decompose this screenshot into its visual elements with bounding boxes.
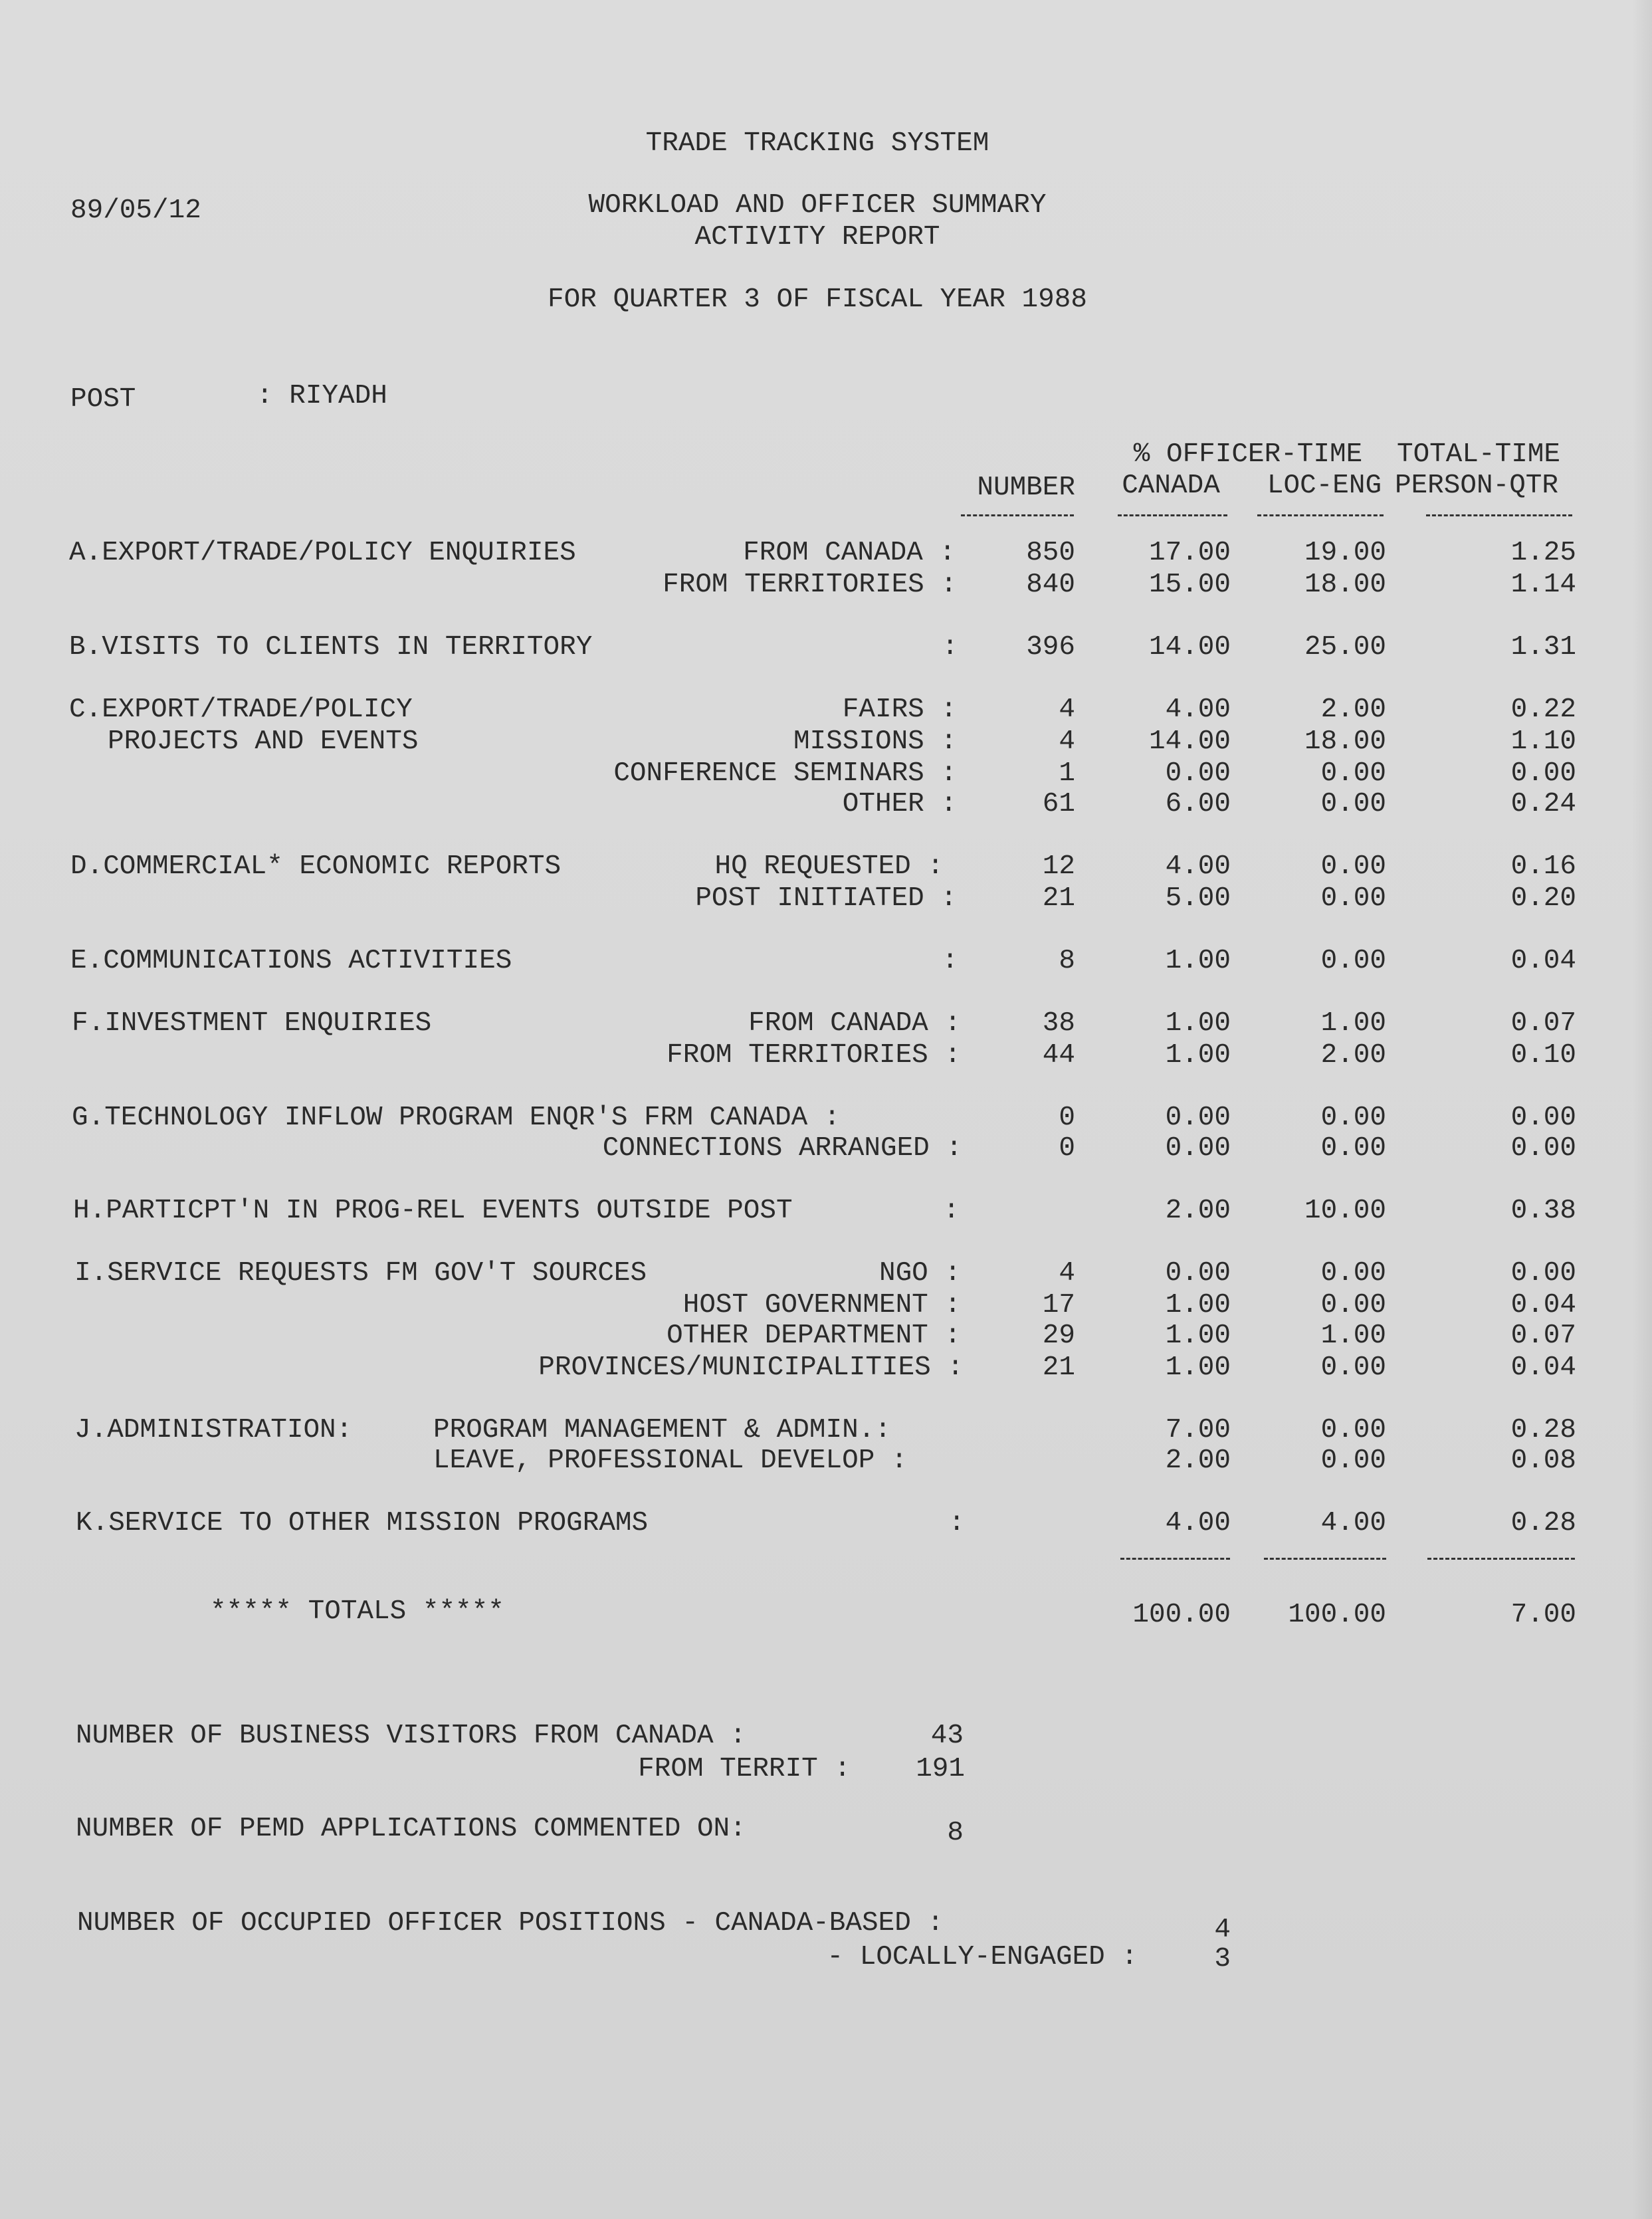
row-subcategory: FROM CANADA : xyxy=(748,1008,961,1039)
totals-canada: 100.00 xyxy=(1132,1600,1231,1630)
row-number: 1 xyxy=(1059,758,1075,789)
row-category: K.SERVICE TO OTHER MISSION PROGRAMS xyxy=(76,1508,649,1538)
row-number: 38 xyxy=(1042,1008,1075,1039)
row-subcategory: MISSIONS : xyxy=(793,726,957,757)
row-number: 21 xyxy=(1042,1352,1075,1383)
row-pct-loc-eng: 1.00 xyxy=(1320,1008,1386,1039)
row-person-qtr: 1.14 xyxy=(1510,570,1576,600)
row-subcategory: HOST GOVERNMENT : xyxy=(682,1290,961,1321)
row-person-qtr: 0.10 xyxy=(1510,1040,1576,1071)
report-period: FOR QUARTER 3 OF FISCAL YEAR 1988 xyxy=(548,284,1087,315)
row-pct-canada: 4.00 xyxy=(1165,694,1231,725)
row-number: 396 xyxy=(1026,632,1075,663)
row-pct-canada: 1.00 xyxy=(1165,1352,1231,1383)
row-pct-canada: 15.00 xyxy=(1148,570,1231,600)
row-pct-canada: 2.00 xyxy=(1165,1196,1231,1226)
row-pct-loc-eng: 0.00 xyxy=(1320,1290,1386,1321)
row-subcategory: OTHER : xyxy=(842,789,957,819)
row-pct-loc-eng: 2.00 xyxy=(1320,1040,1386,1071)
row-pct-canada: 14.00 xyxy=(1148,632,1231,663)
row-person-qtr: 0.00 xyxy=(1510,1133,1576,1164)
totals-rule-canada xyxy=(1120,1558,1230,1560)
row-person-qtr: 0.28 xyxy=(1510,1415,1576,1445)
row-pct-loc-eng: 0.00 xyxy=(1320,1258,1386,1289)
row-subcategory: PROVINCES/MUNICIPALITIES : xyxy=(538,1352,964,1383)
row-subcategory: HQ REQUESTED : xyxy=(714,851,944,882)
row-number: 12 xyxy=(1042,851,1075,882)
row-number: 0 xyxy=(1059,1103,1075,1133)
row-subcategory: NGO : xyxy=(878,1258,961,1289)
row-number: 8 xyxy=(1059,946,1075,976)
row-category: J.ADMINISTRATION: xyxy=(74,1415,353,1445)
row-person-qtr: 0.07 xyxy=(1510,1321,1576,1351)
row-number: 17 xyxy=(1042,1290,1075,1321)
row-subcategory: FROM CANADA : xyxy=(743,538,956,568)
pemd-label: NUMBER OF PEMD APPLICATIONS COMMENTED ON: xyxy=(76,1814,746,1844)
col-header-number: NUMBER xyxy=(977,473,1075,503)
row-category: G.TECHNOLOGY INFLOW PROGRAM ENQR'S FRM CANADA : xyxy=(72,1103,841,1133)
totals-person-qtr: 7.00 xyxy=(1510,1600,1576,1630)
row-person-qtr: 0.08 xyxy=(1510,1445,1576,1476)
row-pct-canada: 6.00 xyxy=(1165,789,1231,819)
row-person-qtr: 0.38 xyxy=(1510,1196,1576,1226)
row-person-qtr: 0.04 xyxy=(1510,1290,1576,1321)
row-subcategory: : xyxy=(942,632,958,663)
positions-loc-label: - LOCALLY-ENGAGED : xyxy=(827,1942,1138,1972)
row-person-qtr: 1.10 xyxy=(1510,726,1576,757)
row-person-qtr: 0.07 xyxy=(1510,1008,1576,1039)
row-number: 44 xyxy=(1042,1040,1075,1071)
row-category: I.SERVICE REQUESTS FM GOV'T SOURCES xyxy=(74,1258,647,1289)
row-pct-loc-eng: 25.00 xyxy=(1304,632,1386,663)
row-person-qtr: 0.00 xyxy=(1510,758,1576,789)
col-header-pct-officer-time: % OFFICER-TIME xyxy=(1133,439,1363,470)
row-pct-canada: 1.00 xyxy=(1165,1040,1231,1071)
row-pct-canada: 4.00 xyxy=(1165,1508,1231,1538)
row-person-qtr: 0.04 xyxy=(1510,946,1576,976)
col-header-person-qtr: PERSON-QTR xyxy=(1394,471,1559,501)
system-title: TRADE TRACKING SYSTEM xyxy=(645,128,989,159)
visitors-label: NUMBER OF BUSINESS VISITORS FROM CANADA : xyxy=(76,1721,746,1751)
row-person-qtr: 0.00 xyxy=(1510,1103,1576,1133)
row-number: 0 xyxy=(1059,1133,1075,1164)
report-date: 89/05/12 xyxy=(70,195,201,226)
row-pct-loc-eng: 10.00 xyxy=(1304,1196,1386,1226)
row-number: 4 xyxy=(1059,694,1075,725)
row-pct-canada: 4.00 xyxy=(1165,851,1231,882)
visitors-territ-value: 191 xyxy=(916,1754,965,1784)
row-pct-canada: 0.00 xyxy=(1165,1133,1231,1164)
row-category: F.INVESTMENT ENQUIRIES xyxy=(72,1008,432,1039)
header-rule-loc-eng xyxy=(1257,514,1384,516)
row-pct-loc-eng: 2.00 xyxy=(1320,694,1386,725)
header-rule-number xyxy=(961,514,1074,516)
row-subcategory: FROM TERRITORIES : xyxy=(667,1040,961,1071)
row-number: 61 xyxy=(1042,789,1075,819)
row-category: C.EXPORT/TRADE/POLICY xyxy=(69,694,413,725)
post-value: : RIYADH xyxy=(257,381,387,411)
row-category: B.VISITS TO CLIENTS IN TERRITORY xyxy=(69,632,593,663)
row-category: D.COMMERCIAL* ECONOMIC REPORTS xyxy=(70,851,562,882)
row-number: 840 xyxy=(1026,570,1075,600)
row-pct-canada: 7.00 xyxy=(1165,1415,1231,1445)
row-subcategory: CONFERENCE SEMINARS : xyxy=(613,758,957,789)
row-pct-loc-eng: 0.00 xyxy=(1320,789,1386,819)
row-subcategory: : xyxy=(942,946,958,976)
row-person-qtr: 1.31 xyxy=(1510,632,1576,663)
row-subcategory: LEAVE, PROFESSIONAL DEVELOP : xyxy=(433,1445,908,1476)
row-category: H.PARTICPT'N IN PROG-REL EVENTS OUTSIDE POST xyxy=(73,1196,793,1226)
totals-loc-eng: 100.00 xyxy=(1288,1600,1386,1630)
row-subcategory: CONNECTIONS ARRANGED : xyxy=(602,1133,962,1164)
row-pct-canada: 0.00 xyxy=(1165,758,1231,789)
row-pct-canada: 1.00 xyxy=(1165,1321,1231,1351)
row-person-qtr: 0.20 xyxy=(1510,883,1576,914)
row-subcategory: : xyxy=(948,1508,965,1538)
row-pct-canada: 1.00 xyxy=(1165,946,1231,976)
visitors-canada-value: 43 xyxy=(930,1721,964,1751)
row-subcategory: : xyxy=(943,1196,960,1226)
row-person-qtr: 0.16 xyxy=(1510,851,1576,882)
row-number: 4 xyxy=(1059,726,1075,757)
row-pct-loc-eng: 0.00 xyxy=(1320,1445,1386,1476)
row-subcategory: OTHER DEPARTMENT : xyxy=(667,1321,961,1351)
pemd-value: 8 xyxy=(947,1818,964,1848)
row-person-qtr: 0.24 xyxy=(1510,789,1576,819)
post-label: POST xyxy=(70,384,136,415)
report-title: WORKLOAD AND OFFICER SUMMARY xyxy=(588,190,1047,221)
row-pct-loc-eng: 0.00 xyxy=(1320,1352,1386,1383)
row-person-qtr: 0.22 xyxy=(1510,694,1576,725)
row-pct-loc-eng: 0.00 xyxy=(1320,1415,1386,1445)
row-category: E.COMMUNICATIONS ACTIVITIES xyxy=(70,946,512,976)
totals-label: ***** TOTALS ***** xyxy=(210,1596,504,1627)
header-rule-canada xyxy=(1118,514,1227,516)
row-subcategory: FAIRS : xyxy=(842,694,957,725)
col-header-loc-eng: LOC-ENG xyxy=(1267,471,1382,501)
row-pct-canada: 14.00 xyxy=(1148,726,1231,757)
row-number: 4 xyxy=(1059,1258,1075,1289)
row-pct-loc-eng: 4.00 xyxy=(1320,1508,1386,1538)
row-pct-canada: 2.00 xyxy=(1165,1445,1231,1476)
row-number: 21 xyxy=(1042,883,1075,914)
totals-rule-person-qtr xyxy=(1427,1558,1575,1560)
row-person-qtr: 0.00 xyxy=(1510,1258,1576,1289)
row-pct-loc-eng: 0.00 xyxy=(1320,1103,1386,1133)
row-pct-canada: 0.00 xyxy=(1165,1258,1231,1289)
row-person-qtr: 0.04 xyxy=(1510,1352,1576,1383)
row-pct-loc-eng: 0.00 xyxy=(1320,851,1386,882)
row-pct-canada: 1.00 xyxy=(1165,1008,1231,1039)
row-subcategory: FROM TERRITORIES : xyxy=(663,570,957,600)
row-category: A.EXPORT/TRADE/POLICY ENQUIRIES xyxy=(69,538,576,568)
report-subtitle: ACTIVITY REPORT xyxy=(694,222,940,253)
row-pct-loc-eng: 18.00 xyxy=(1304,726,1386,757)
row-pct-loc-eng: 0.00 xyxy=(1320,1133,1386,1164)
col-header-total-time: TOTAL-TIME xyxy=(1396,439,1561,470)
row-person-qtr: 1.25 xyxy=(1510,538,1576,568)
row-pct-loc-eng: 0.00 xyxy=(1320,946,1386,976)
positions-canada-value: 4 xyxy=(1214,1915,1231,1945)
row-pct-loc-eng: 0.00 xyxy=(1320,758,1386,789)
row-number: 850 xyxy=(1026,538,1075,568)
row-pct-loc-eng: 18.00 xyxy=(1304,570,1386,600)
totals-rule-loc-eng xyxy=(1264,1558,1386,1560)
row-pct-canada: 1.00 xyxy=(1165,1290,1231,1321)
row-number: 29 xyxy=(1042,1321,1075,1351)
positions-loc-value: 3 xyxy=(1214,1944,1231,1974)
scan-edge-shadow xyxy=(1632,0,1652,2219)
row-pct-loc-eng: 1.00 xyxy=(1320,1321,1386,1351)
row-pct-canada: 17.00 xyxy=(1148,538,1231,568)
row-person-qtr: 0.28 xyxy=(1510,1508,1576,1538)
row-category: PROJECTS AND EVENTS xyxy=(108,726,419,757)
positions-label: NUMBER OF OCCUPIED OFFICER POSITIONS - CANADA-BASED : xyxy=(77,1908,944,1939)
header-rule-person-qtr xyxy=(1426,514,1572,516)
row-pct-canada: 0.00 xyxy=(1165,1103,1231,1133)
row-pct-canada: 5.00 xyxy=(1165,883,1231,914)
col-header-canada: CANADA xyxy=(1122,471,1220,501)
row-subcategory: PROGRAM MANAGEMENT & ADMIN.: xyxy=(433,1415,891,1445)
row-subcategory: POST INITIATED : xyxy=(695,883,957,914)
visitors-territ-label: FROM TERRIT : xyxy=(638,1754,851,1784)
row-pct-loc-eng: 19.00 xyxy=(1304,538,1386,568)
row-pct-loc-eng: 0.00 xyxy=(1320,883,1386,914)
